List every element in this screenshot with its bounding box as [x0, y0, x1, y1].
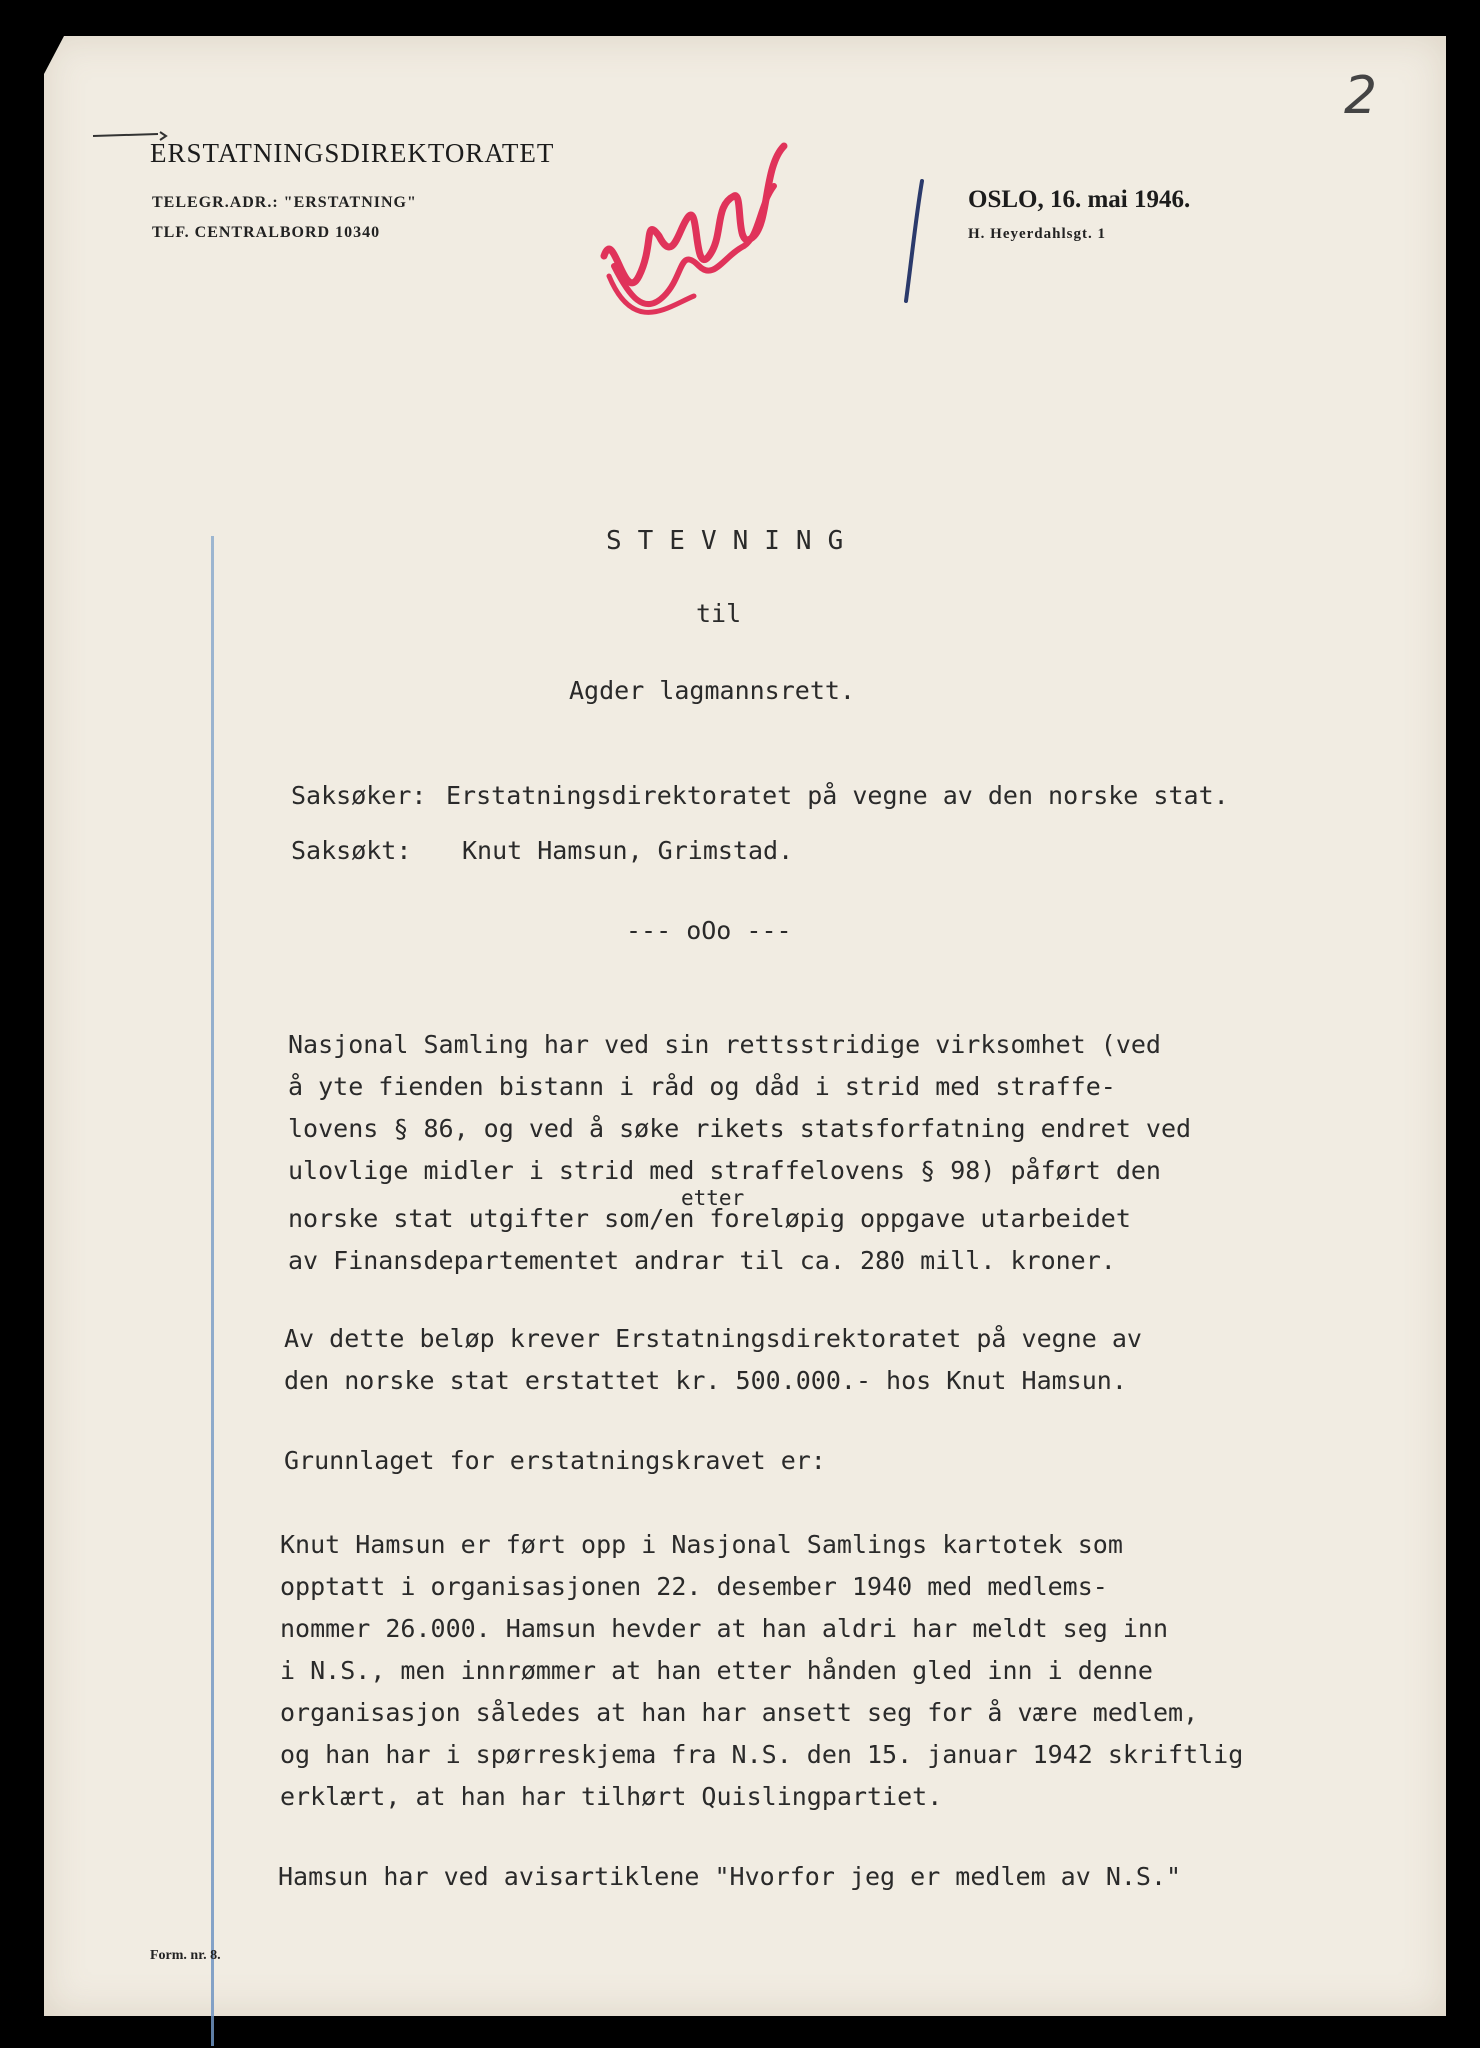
paragraph-line: opptatt i organisasjonen 22. desember 1940 med medlems-	[280, 1572, 1108, 1601]
red-ink-signature	[584, 106, 814, 356]
handwritten-stroke	[894, 176, 934, 316]
street-address: H. Heyerdahlsgt. 1	[968, 226, 1106, 242]
document-title: STEVNING	[606, 526, 860, 556]
plaintiff-label: Saksøker:	[291, 781, 427, 810]
paragraph-line: lovens § 86, og ved å søke rikets statsforfatning endret ved	[288, 1114, 1192, 1143]
court-name: Agder lagmannsrett.	[569, 676, 855, 705]
telegram-address: TELEGR.ADR.: "ERSTATNING"	[152, 194, 417, 211]
phone-number: TLF. CENTRALBORD 10340	[152, 224, 381, 241]
section-separator: --- oOo ---	[626, 916, 792, 945]
paragraph-line: ulovlige midler i strid med straffelovens § 98) påført den	[288, 1156, 1161, 1185]
paragraph-line: Grunnlaget for erstatningskravet er:	[284, 1446, 826, 1475]
folded-corner	[44, 36, 64, 74]
plaintiff-name: Erstatningsdirektoratet på vegne av den norske stat.	[446, 781, 1229, 810]
title-to: til	[696, 599, 742, 628]
defendant-label: Saksøkt:	[291, 836, 412, 865]
paragraph-line: av Finansdepartementet andrar til ca. 280 mill. kroner.	[288, 1246, 1116, 1275]
paragraph-line: erklært, at han har tilhørt Quislingpartiet.	[280, 1782, 943, 1811]
blue-pencil-margin-line	[211, 536, 214, 2046]
paragraph-line: og han har i spørreskjema fra N.S. den 15. januar 1942 skriftlig	[280, 1740, 1244, 1769]
handwritten-page-number: 2	[1344, 66, 1378, 126]
defendant-name: Knut Hamsun, Grimstad.	[462, 836, 794, 865]
paragraph-line: å yte fienden bistann i råd og dåd i strid med straffe-	[288, 1072, 1116, 1101]
paragraph-line: Knut Hamsun er ført opp i Nasjonal Samlings kartotek som	[280, 1530, 1123, 1559]
paragraph-line: nommer 26.000. Hamsun hevder at han aldri har meldt seg inn	[280, 1614, 1169, 1643]
paragraph-line: organisasjon således at han har ansett seg for å være medlem,	[280, 1698, 1199, 1727]
paragraph-line: Hamsun har ved avisartiklene "Hvorfor jeg er medlem av N.S."	[278, 1862, 1182, 1891]
paragraph-line: Nasjonal Samling har ved sin rettsstridige virksomhet (ved	[288, 1030, 1161, 1059]
paragraph-line: den norske stat erstattet kr. 500.000.- hos Knut Hamsun.	[284, 1366, 1127, 1395]
form-number: Form. nr. 8.	[150, 1948, 221, 1963]
paragraph-line: i N.S., men innrømmer at han etter hånden gled inn i denne	[280, 1656, 1153, 1685]
place-and-date: OSLO, 16. mai 1946.	[968, 186, 1191, 213]
organization-name: ERSTATNINGSDIREKTORATET	[150, 138, 555, 168]
paragraph-line: norske stat utgifter som/en foreløpig oppgave utarbeidet	[288, 1204, 1131, 1233]
paragraph-line: Av dette beløp krever Erstatningsdirektoratet på vegne av	[284, 1324, 1142, 1353]
document-page	[44, 36, 1446, 2016]
handwritten-insertion: etter	[681, 1186, 745, 1210]
